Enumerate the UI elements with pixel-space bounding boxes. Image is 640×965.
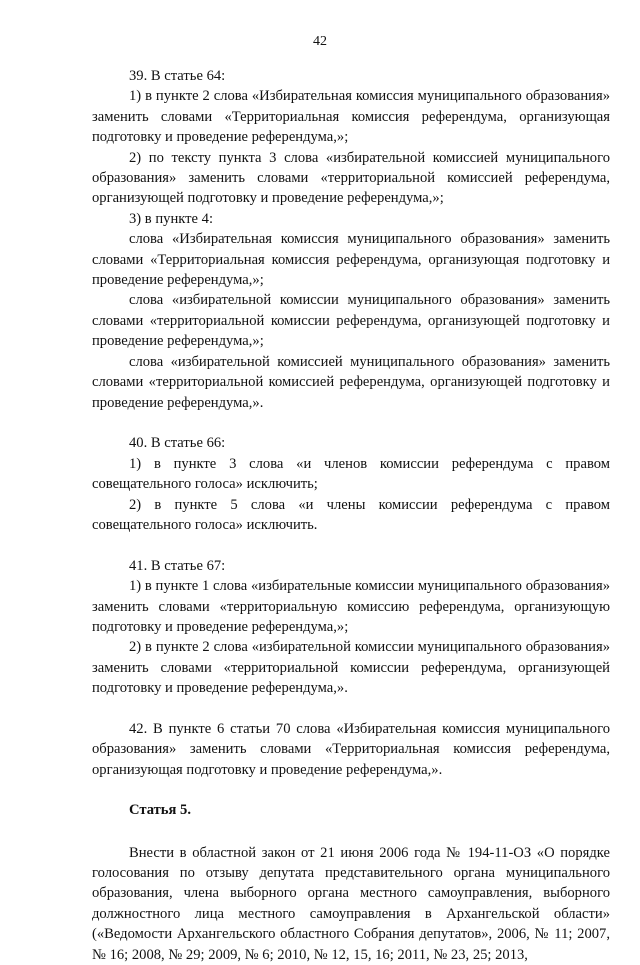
- amendment-item: [92, 433, 610, 535]
- amendment-heading: 39. В статье 64:: [129, 68, 226, 84]
- article-title: Статья 5.: [129, 802, 191, 819]
- amendment-paragraph: слова «Избирательная комиссия муниципального образования» заменить словами «Территориальная комиссия референдума, организующая подготовку и проведение референдума,»;: [92, 231, 610, 289]
- amendment-item: [92, 66, 610, 413]
- amendment-heading: 40. В статье 66:: [129, 435, 226, 452]
- amendment-heading: 41. В статье 67:: [129, 557, 226, 574]
- amendment-paragraph: 3) в пункте 4:: [129, 210, 214, 227]
- article-text: Внести в областной закон от 21 июня 2006 года № 194-11-ОЗ «О порядке голосования по отзыву депутата представительного органа муниципального образования, члена выборного органа местного самоуправления, выборного должностного лица местного самоуправления в Архангельской области» («Ведомости Архангельского областного Собрания депутатов», 2006, № 11; 2007, № 16; 2008, № 29; 2009, № 6; 2010, № 12, 15, 16; 2011, № 23, 25; 2013,: [92, 844, 610, 963]
- document-body: [92, 66, 610, 965]
- amendment-paragraph: 2) в пункте 2 слова «избирательной комиссии муниципального образования» заменить словами «территориальной комиссии референдума, организующей подготовку и проведение референдума,».: [92, 639, 610, 697]
- amendment-paragraph: 42. В пункте 6 статьи 70 слова «Избирательная комиссия муниципального образования» заменить словами «Территориальная комиссия референдума, организующая подготовку и проведение референдума,».: [92, 720, 610, 778]
- amendment-list: [92, 66, 610, 780]
- page-number: 42: [313, 34, 327, 49]
- amendment-item: [92, 556, 610, 699]
- amendment-paragraph: 1) в пункте 1 слова «избирательные комиссии муниципального образования» заменить словами «территориальную комиссию референдума, организующую подготовку и проведение референдума,»;: [92, 578, 610, 635]
- amendment-paragraph: 2) в пункте 5 слова «и члены комиссии референдума с правом совещательного голоса» исключить.: [92, 496, 610, 533]
- amendment-paragraph: 2) по тексту пункта 3 слова «избирательной комиссией муниципального образования» заменить словами «территориальной комиссией референдума, организующей подготовку и проведение референдума,»;: [92, 149, 610, 207]
- amendment-paragraph: слова «избирательной комиссии муниципального образования» заменить словами «территориальной комиссии референдума, организующей подготовку и проведение референдума,»;: [92, 292, 610, 350]
- amendment-item: [92, 719, 610, 780]
- amendment-paragraph: 1) в пункте 3 слова «и членов комиссии референдума с правом совещательного голоса» исключить;: [92, 455, 610, 493]
- amendment-paragraph: слова «избирательной комиссией муниципального образования» заменить словами «территориальной комиссией референдума, организующей подготовку и проведение референдума,».: [92, 353, 610, 411]
- amendment-paragraph: 1) в пункте 2 слова «Избирательная комиссия муниципального образования» заменить словами «Территориальная комиссия референдума, организующая подготовку и проведение референдума,»;: [92, 88, 610, 146]
